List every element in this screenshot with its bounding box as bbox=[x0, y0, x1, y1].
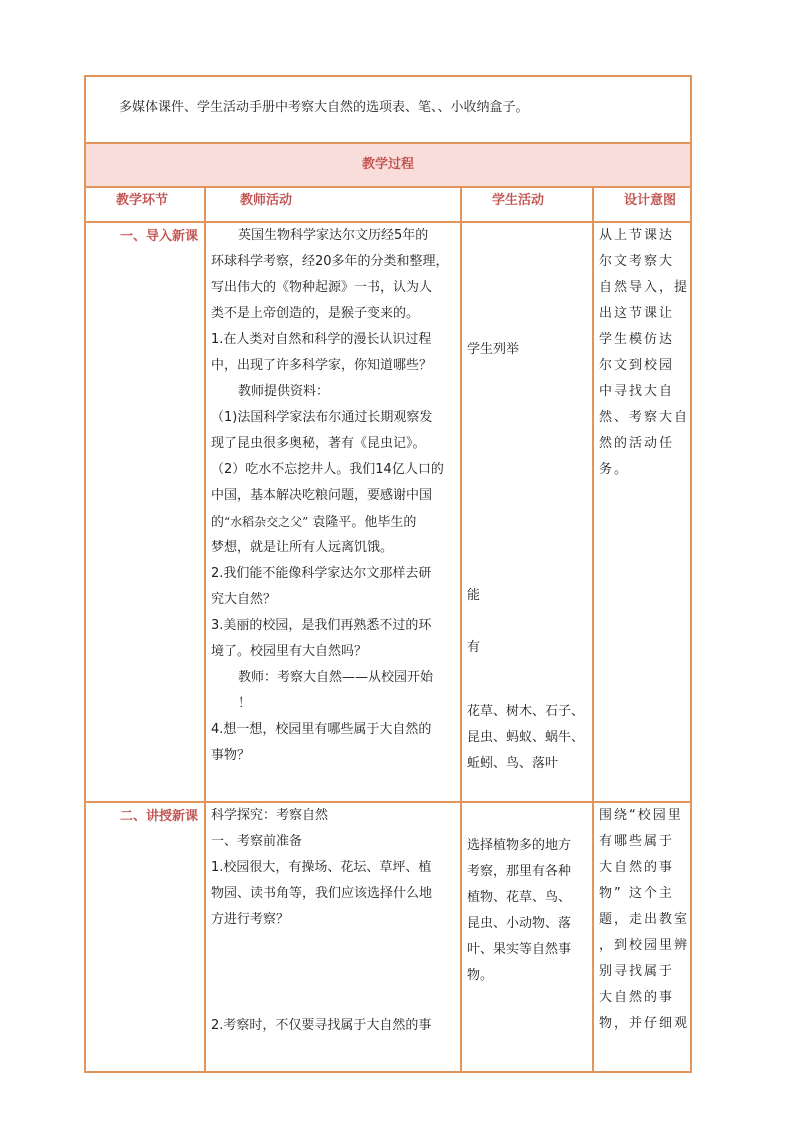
teacher-line: 4.想一想，校园里有哪些属于大自然的 bbox=[211, 722, 432, 737]
design-line: 出这节课让 bbox=[599, 306, 675, 321]
teacher-activity-cell bbox=[205, 802, 461, 1072]
student-line: 选择植物多的地方 bbox=[467, 838, 572, 853]
teacher-line: 类不是上帝创造的，是猴子变来的。 bbox=[211, 306, 420, 321]
design-line: 尔文考察大 bbox=[599, 254, 675, 269]
process-title-cell bbox=[85, 143, 691, 187]
student-line: 植物、花草、鸟、 bbox=[467, 890, 572, 905]
teacher-line: （2）吃水不忘挖井人。我们14亿人口的 bbox=[211, 462, 444, 477]
design-line: 尔文到校园 bbox=[599, 358, 675, 373]
student-line: 有 bbox=[467, 640, 481, 655]
stage-cell: 一、导入新课 bbox=[85, 222, 205, 802]
spacer bbox=[211, 933, 456, 1013]
design-line: 围绕“校园里 bbox=[599, 808, 683, 823]
student-line: 昆虫、小动物、落 bbox=[467, 916, 572, 931]
table-row bbox=[85, 222, 691, 802]
spacer bbox=[467, 803, 589, 833]
header-student: 学生活动 bbox=[461, 187, 593, 222]
spacer bbox=[467, 363, 589, 583]
teacher-line bbox=[211, 509, 456, 535]
teacher-line: 方进行考察？ bbox=[211, 912, 290, 927]
design-line: ，到校园里辨 bbox=[599, 938, 690, 953]
teacher-line: 2.考察时，不仅要寻找属于大自然的事 bbox=[211, 1018, 432, 1033]
teacher-line: 2.我们能不能像科学家达尔文那样去研 bbox=[211, 566, 432, 581]
student-line: 物。 bbox=[467, 968, 494, 983]
teacher-line: 境了。校园里有大自然吗？ bbox=[211, 644, 368, 659]
teacher-line: 梦想，就是让所有人远离饥饿。 bbox=[211, 540, 394, 555]
design-line: 从上节课达 bbox=[599, 228, 675, 243]
teacher-line: 中，出现了许多科学家，你知道哪些？ bbox=[211, 358, 433, 373]
design-intent-cell bbox=[593, 222, 691, 802]
materials-text: 多媒体课件、学生活动手册中考察大自然的选项表、笔、、小收纳盒子。 bbox=[119, 100, 529, 115]
teacher-line: 中国，基本解决吃粮问题，要感谢中国 bbox=[211, 488, 433, 503]
lesson-plan-table bbox=[84, 75, 692, 1073]
student-line: 能 bbox=[467, 588, 481, 603]
teacher-line: 事物？ bbox=[211, 748, 251, 763]
design-line: 然的活动任 bbox=[599, 436, 675, 451]
student-activity-cell bbox=[461, 802, 593, 1072]
design-line: 自然导入，提 bbox=[599, 280, 690, 295]
stage-cell: 二、讲授新课 bbox=[85, 802, 205, 1072]
teacher-line: 教师提供资料： bbox=[238, 384, 330, 399]
design-line: 题，走出教室 bbox=[599, 912, 690, 927]
student-activity-cell bbox=[461, 222, 593, 802]
teacher-activity-cell bbox=[205, 222, 461, 802]
student-line: 叶、果实等自然事 bbox=[467, 942, 572, 957]
design-intent-cell bbox=[593, 802, 691, 1072]
teacher-line: 科学探究：考察自然 bbox=[211, 808, 329, 823]
spacer bbox=[467, 609, 589, 635]
student-line: 学生列举 bbox=[467, 342, 520, 357]
teacher-line: 写出伟大的《物种起源》一书，认为人 bbox=[211, 280, 433, 295]
teacher-line-quote: “水稻杂交之父” bbox=[224, 515, 309, 529]
design-line: 务。 bbox=[599, 462, 630, 477]
teacher-line-part: 的 bbox=[211, 515, 225, 530]
header-stage: 教学环节 bbox=[85, 187, 205, 222]
student-line: 昆虫、蚂蚁、蜗牛、 bbox=[467, 730, 585, 745]
design-line: 别寻找属于 bbox=[599, 964, 675, 979]
teacher-line: 究大自然？ bbox=[211, 592, 277, 607]
process-title: 教学过程 bbox=[362, 157, 415, 172]
teacher-line: 1.校园很大，有操场、花坛、草坪、植 bbox=[211, 860, 432, 875]
teacher-line: ！ bbox=[238, 696, 252, 711]
teacher-line: 物园、读书角等，我们应该选择什么地 bbox=[211, 886, 433, 901]
design-line: 物” 这个主 bbox=[599, 886, 674, 901]
teacher-line: 教师：考察大自然——从校园开始 bbox=[238, 670, 434, 685]
teacher-line: 1.在人类对自然和科学的漫长认识过程 bbox=[211, 332, 432, 347]
design-line: 物，并仔细观 bbox=[599, 1016, 690, 1031]
spacer bbox=[467, 661, 589, 699]
design-line: 有哪些属于 bbox=[599, 834, 675, 849]
teacher-line: （1)法国科学家法布尔通过长期观察发 bbox=[211, 410, 433, 425]
design-line: 大自然的事 bbox=[599, 860, 675, 875]
teacher-line-part: 袁隆平。他毕生的 bbox=[308, 515, 417, 530]
teacher-line: 环球科学考察，经20多年的分类和整理， bbox=[211, 254, 449, 269]
header-design: 设计意图 bbox=[593, 187, 691, 222]
student-line: 蚯蚓、鸟、落叶 bbox=[467, 756, 559, 771]
teacher-line: 现了昆虫很多奥秘，著有《昆虫记》。 bbox=[211, 436, 426, 451]
teacher-line: 3.美丽的校园，是我们再熟悉不过的环 bbox=[211, 618, 432, 633]
table-header-row bbox=[85, 187, 691, 222]
header-teacher: 教师活动 bbox=[205, 187, 461, 222]
design-line: 学生模仿达 bbox=[599, 332, 675, 347]
table-row bbox=[85, 802, 691, 1072]
teacher-line: 英国生物科学家达尔文历经5年的 bbox=[238, 228, 429, 243]
design-line: 大自然的事 bbox=[599, 990, 675, 1005]
materials-cell bbox=[85, 76, 691, 143]
teacher-line: 一、考察前准备 bbox=[211, 834, 303, 849]
design-line: 然、考察大自 bbox=[599, 410, 690, 425]
student-line: 花草、树木、石子、 bbox=[467, 704, 585, 719]
spacer bbox=[467, 223, 589, 337]
design-line: 中寻找大自 bbox=[599, 384, 675, 399]
student-line: 考察，那里有各种 bbox=[467, 864, 572, 879]
